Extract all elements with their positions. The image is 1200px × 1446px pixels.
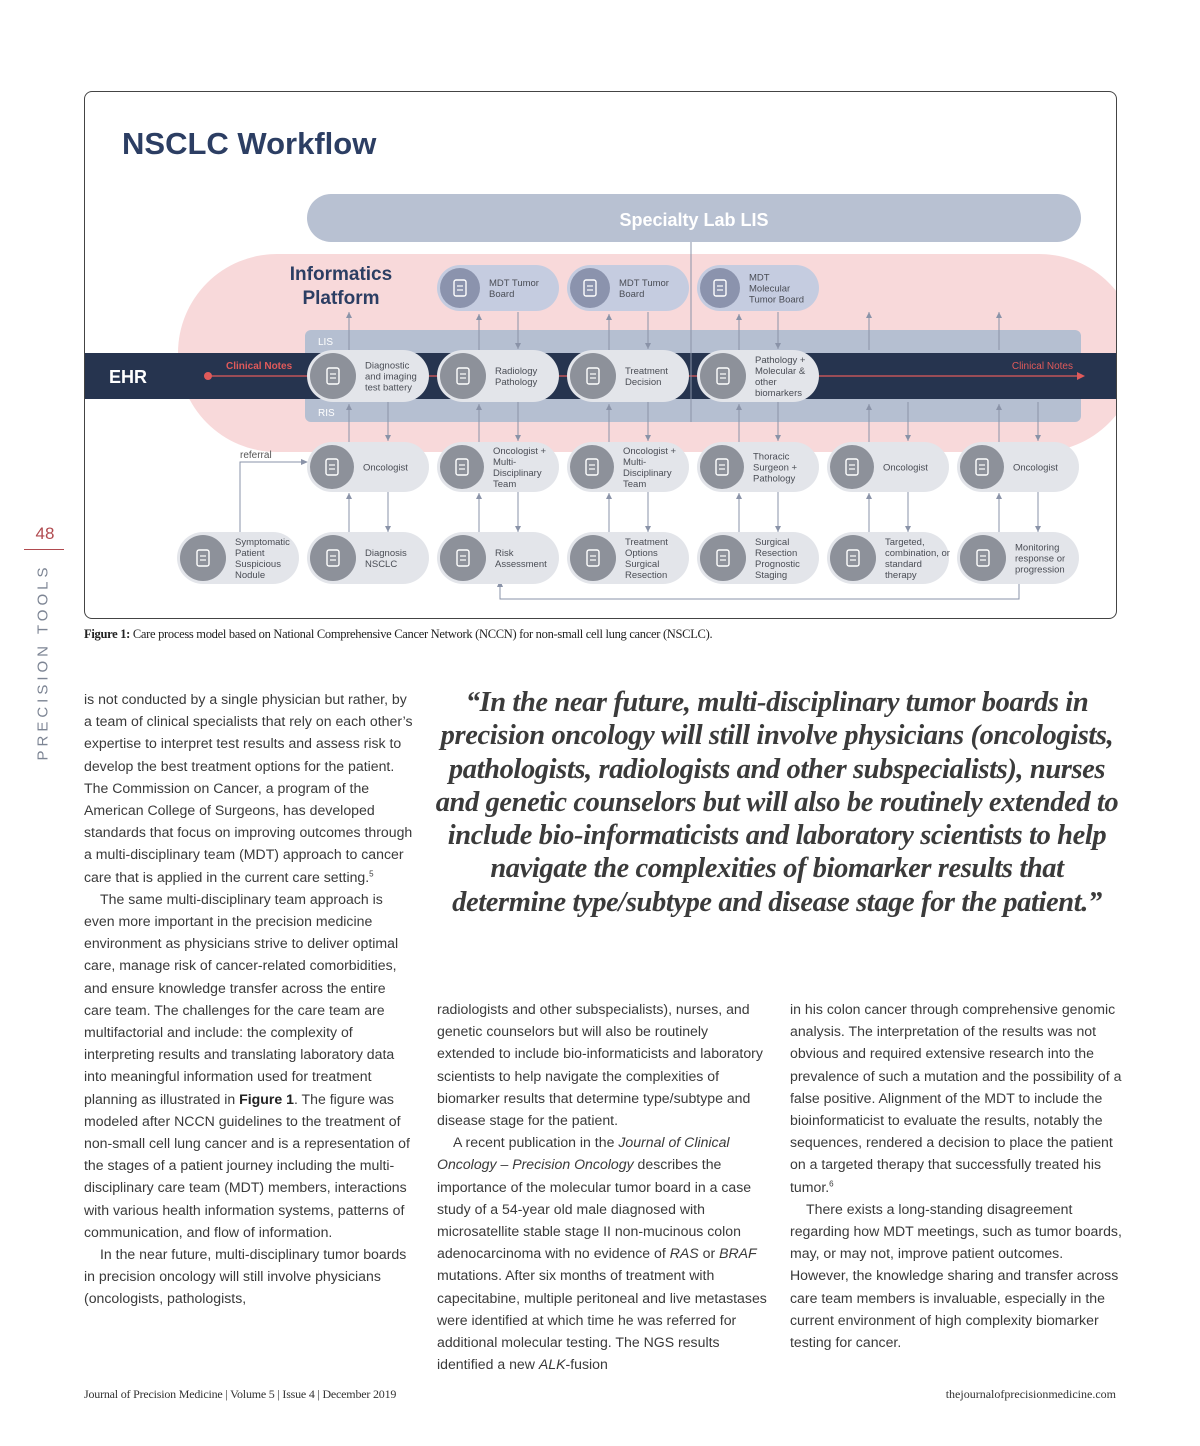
clinical-notes-start-dot [204,372,212,380]
referral-arrowhead [301,459,308,465]
stage-node-3-icon [440,535,486,581]
caption-label: Figure 1: [84,627,131,641]
referral-connector [240,462,303,542]
stage-node-1 [177,532,299,584]
ehr-node-4-icon [700,353,746,399]
mdt-board-1-label-line: Board [489,288,515,300]
mdt-board-2 [567,265,689,311]
stage-node-1-label-line: Symptomatic [235,536,290,548]
ehr-label: EHR [109,367,148,387]
body-column-3 [790,998,1122,1353]
role-node-3-label-line: Team [623,478,647,490]
stage-node-5 [697,532,819,584]
role-node-3-label-line: Oncologist + [623,445,677,457]
specialty-lab-label: Specialty Lab LIS [619,210,769,230]
col3-paragraph-1: in his colon cancer through comprehensive genomic analysis. The interpretation of the results was not obvious and required extensive research into the prevalence of such a mutation and the possibility of a false positive. Alignment of the MDT to include the bioinformaticist to evaluate the results, notably the sequences, rendered a decision to place the patient on a targeted therapy that successfully treated his tumor.$^6$ [790,1001,1122,1195]
col2-paragraph-1: radiologists and other subspecialists), nurses, and genetic counselors but will also be routinely extended to include bio-informaticists and laboratory scientists to help navigate the complexities of biomarker results that determine type/subtype and disease stage for the patient. [437,1001,763,1129]
stage-node-5-label-line: Resection [755,547,798,559]
role-node-5 [827,442,949,492]
informatics-line2: Platform [302,288,380,309]
stage-node-3-label-line: Risk [495,547,514,559]
pull-quote: “In the near future, multi-disciplinary tumor boards in precision oncology will still involve physicians (oncologists, pathologists, radiologists and other subspecialists), nurses and genetic counselors but will also be routinely extended to include bio-informaticists and laboratory scientists to help navigate the complexities of biomarker results that determine type/subtype and disease stage for the patient.” [435,687,1119,918]
stage-node-6-label-line: Targeted, [885,536,925,548]
stage-node-3 [437,532,559,584]
role-node-2-icon [440,445,484,489]
stage-node-6 [827,532,950,584]
stage-node-1-label-line: Patient [235,547,265,559]
figure-reference: Figure 1 [239,1090,294,1107]
mdt-board-1-icon [440,268,480,308]
role-node-2-label-line: Team [493,478,517,490]
journal-name: Journal of Clinical Oncology – Precision Oncology [437,1134,730,1173]
mdt-board-3-label-line: Molecular [749,283,791,295]
ris-label: RIS [318,408,335,419]
col1-paragraph-1: is not conducted by a single physician but rather, by a team of clinical specialists that rely on each other’s expertise to interpret test results and assess risk to develop the best treatment options for the patient. The Commission on Cancer, a program of the American College of Surgeons, has developed standards that focus on improving outcomes through a multi-disciplinary team (MDT) approach to cancer care that is applied in the current care setting.$^5$ [84,691,413,885]
flow-arrowhead [385,526,391,532]
ehr-node-1-icon [310,353,356,399]
role-node-6-icon [960,445,1004,489]
role-node-3-icon [570,445,614,489]
flow-arrowhead [645,526,651,532]
ehr-node-3-icon [570,353,616,399]
stage-node-7-icon [960,535,1006,581]
mdt-board-3-label-line: MDT [749,272,770,284]
role-node-3-label-line: Disciplinary [623,467,672,479]
role-node-1 [307,442,429,492]
ehr-node-4 [697,350,819,402]
stage-node-6-label-line: therapy [885,569,917,581]
role-node-4-label-line: Pathology [753,473,796,485]
stage-node-4-label-line: Options [625,547,658,559]
figure-title: NSCLC Workflow [122,126,377,161]
stage-node-3-label-line: Assessment [495,558,547,570]
ehr-node-4-label-line: Molecular & [755,365,806,377]
role-node-2 [437,442,559,492]
mdt-board-1-label-line: MDT Tumor [489,277,539,289]
referral-label: referral [240,450,272,461]
mdt-board-2-label-line: Board [619,288,645,300]
footer-journal-info: Journal of Precision Medicine | Volume 5 | Issue 4 | December 2019 [84,1387,397,1401]
stage-node-1-label-line: Suspicious [235,558,281,570]
role-node-4-label-line: Surgeon + [753,462,798,474]
mdt-board-3-label-line: Tumor Board [749,294,805,306]
flow-arrowhead [515,526,521,532]
ehr-node-3-label-line: Treatment [625,365,668,377]
stage-node-2 [307,532,429,584]
flow-arrowhead [606,493,612,499]
ehr-node-2-icon [440,353,486,399]
stage-node-1-icon [180,535,226,581]
ehr-node-1 [307,350,429,402]
page-number: 48 [35,524,55,543]
ehr-node-3 [567,350,689,402]
body-column-2 [437,998,769,1375]
stage-node-2-label-line: Diagnosis [365,547,407,559]
flow-arrowhead [905,526,911,532]
stage-node-4 [567,532,689,584]
mdt-board-2-icon [570,268,610,308]
role-node-5-icon [830,445,874,489]
role-node-6 [957,442,1079,492]
section-label: PRECISION TOOLS [34,563,52,761]
workflow-diagram [85,92,1117,619]
mdt-board-3-icon [700,268,740,308]
clinical-notes-left: Clinical Notes [226,361,293,372]
role-node-2-label-line: Disciplinary [493,467,542,479]
role-node-4-icon [700,445,744,489]
ehr-node-1-label-line: test battery [365,382,412,394]
stage-node-4-label-line: Resection [625,569,668,581]
figure-caption [84,627,1117,642]
flow-arrowhead [476,493,482,499]
role-node-4 [697,442,819,492]
role-node-1-label-line: Oncologist [363,462,408,474]
stage-node-6-label-line: standard [885,558,922,570]
ehr-node-2 [437,350,559,402]
ehr-node-3-label-line: Decision [625,376,662,388]
role-node-5-label-line: Oncologist [883,462,928,474]
lis-label: LIS [318,337,334,348]
role-node-3-label-line: Multi- [623,456,647,468]
stage-node-7-label-line: Monitoring [1015,542,1060,554]
footer-website: thejournalofprecisionmedicine.com [945,1387,1116,1401]
stage-node-6-label-line: combination, or [885,547,950,559]
clinical-notes-right: Clinical Notes [1011,361,1073,372]
stage-node-2-icon [310,535,356,581]
flow-arrowhead [866,493,872,499]
ehr-node-1-label-line: Diagnostic [365,360,410,372]
stage-node-6-icon [830,535,876,581]
flow-arrowhead [1035,526,1041,532]
caption-text: Care process model based on National Comprehensive Cancer Network (NCCN) for non-small cell lung cancer (NSCLC). [130,627,713,641]
role-node-6-label-line: Oncologist [1013,462,1058,474]
col3-paragraph-2: There exists a long-standing disagreement regarding how MDT meetings, such as tumor boards, may, or may not, improve patient outcomes. However, the knowledge sharing and transfer across care team members is invaluable, especially in the current environment of high complexity biomarker testing for cancer. [790,1200,1122,1351]
stage-node-4-label-line: Treatment [625,536,668,548]
stage-node-2-label-line: NSCLC [365,558,398,570]
feedback-loop [500,584,1019,599]
stage-node-5-label-line: Prognostic [755,558,800,570]
stage-node-5-label-line: Surgical [755,536,790,548]
role-node-2-label-line: Oncologist + [493,445,547,457]
informatics-line1: Informatics [289,264,393,285]
col2-paragraph-2: A recent publication in the Journal of Clinical Oncology – Precision Oncology describes the importance of the molecular tumor board in a case study of a 54-year old male diagnosed with microsatellite stable stage II non-mucinous colon adenocarcinoma with no evidence of RAS or BRAF mutations. After six months of treatment with capecitabine, multiple peritoneal and live metastases were identified at which time he was referred for additional molecular testing. The NGS results identified a new ALK-fusion [437,1134,767,1373]
role-node-3 [567,442,689,492]
col1-paragraph-3: In the near future, multi-disciplinary tumor boards in precision oncology will still involve physicians (oncologists, pathologists, [84,1246,407,1307]
role-node-2-label-line: Multi- [493,456,517,468]
mdt-board-3 [697,265,819,311]
stage-node-7 [957,532,1079,584]
stage-node-7-label-line: progression [1015,564,1065,576]
role-node-1-icon [310,445,354,489]
mdt-board-2-label-line: MDT Tumor [619,277,669,289]
ehr-node-4-label-line: biomarkers [755,387,802,399]
role-node-4-label-line: Thoracic [753,451,790,463]
ehr-node-2-label-line: Radiology [495,365,538,377]
ehr-node-2-label-line: Pathology [495,376,538,388]
flow-arrowhead [346,493,352,499]
flow-arrowhead [996,493,1002,499]
figure-nsclc-workflow [84,91,1117,619]
stage-node-5-label-line: Staging [755,569,788,581]
stage-node-7-label-line: response or [1015,553,1066,565]
stage-node-4-icon [570,535,616,581]
ehr-node-4-label-line: other [755,376,777,388]
mdt-board-1 [437,265,559,311]
body-column-1 [84,688,414,1310]
stage-node-4-label-line: Surgical [625,558,660,570]
stage-node-1-label-line: Nodule [235,569,266,581]
flow-arrowhead [775,526,781,532]
stage-node-5-icon [700,535,746,581]
ehr-node-1-label-line: and imaging [365,371,417,383]
ehr-node-4-label-line: Pathology + [755,354,806,366]
flow-arrowhead [736,493,742,499]
page-number-rule [24,549,64,550]
col1-paragraph-2: The same multi-disciplinary team approach is even more important in the precision medicine environment as physicians strive to deliver optimal care, manage risk of cancer-related comorbidities, and ensure knowledge transfer across the entire care team. The challenges for the care team are multifactorial and include: the complexity of interpreting results and translating laboratory data into meaningful information used for treatment planning as illustrated in Figure 1. The figure was modeled after NCCN guidelines to the treatment of non-small cell lung cancer and is a representation of the stages of a patient journey including the multi-disciplinary care team (MDT) members, interactions with various health information systems, patterns of communication, and flow of information. [84,890,410,1240]
